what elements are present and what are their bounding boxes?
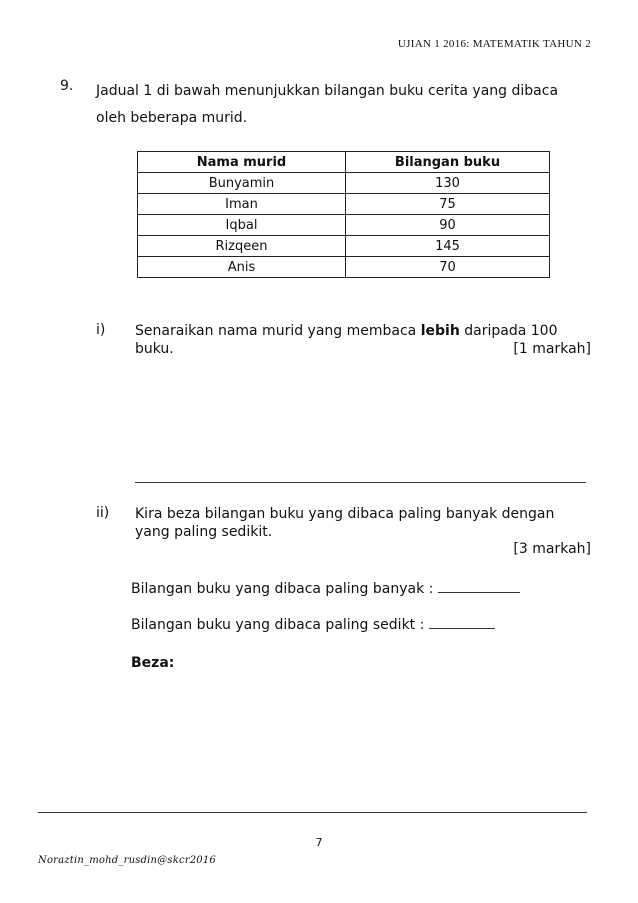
part-ii-label: ii) xyxy=(96,505,110,521)
part-i-question xyxy=(135,322,591,358)
part-i-text-after: daripada 100 xyxy=(459,323,558,339)
table-row xyxy=(138,194,550,215)
table-row xyxy=(138,236,550,257)
data-table xyxy=(137,151,550,278)
least-books-blank[interactable] xyxy=(429,615,495,629)
most-books-blank[interactable] xyxy=(438,579,520,593)
page-header: UJIAN 1 2016: MATEMATIK TAHUN 2 xyxy=(397,38,591,50)
student-name: Iman xyxy=(138,194,346,215)
table-header-row xyxy=(138,152,550,173)
part-i-text-line2: buku. xyxy=(135,341,174,357)
part-i-marks: [1 markah] xyxy=(513,341,591,357)
student-name: Anis xyxy=(138,257,346,278)
column-header-count: Bilangan buku xyxy=(346,152,550,173)
part-ii-marks: [3 markah] xyxy=(513,541,591,557)
book-count: 90 xyxy=(346,215,550,236)
page-number: 7 xyxy=(315,836,323,849)
part-i-label: i) xyxy=(96,322,106,338)
question-number: 9. xyxy=(60,78,74,94)
part-ii-question: Kira beza bilangan buku yang dibaca paling banyak dengan yang paling sedikit. xyxy=(135,506,555,540)
book-count: 145 xyxy=(346,236,550,257)
author-signature: Noraztin_mohd_rusdin@skcr2016 xyxy=(38,855,216,866)
question-text: Jadual 1 di bawah menunjukkan bilangan buku cerita yang dibaca oleh beberapa murid. xyxy=(96,83,559,126)
student-name: Bunyamin xyxy=(138,173,346,194)
footer-divider xyxy=(38,812,587,813)
most-books-label: Bilangan buku yang dibaca paling banyak : xyxy=(131,581,434,597)
student-name: Iqbal xyxy=(138,215,346,236)
book-count: 70 xyxy=(346,257,550,278)
column-header-name: Nama murid xyxy=(138,152,346,173)
student-name: Rizqeen xyxy=(138,236,346,257)
part-i-text-before: Senaraikan nama murid yang membaca xyxy=(135,323,421,339)
answer-line[interactable] xyxy=(135,482,586,483)
table-row xyxy=(138,215,550,236)
book-count: 75 xyxy=(346,194,550,215)
table-row xyxy=(138,257,550,278)
most-books-line xyxy=(131,579,520,597)
least-books-label: Bilangan buku yang dibaca paling sedikt : xyxy=(131,617,425,633)
difference-label: Beza: xyxy=(131,655,175,671)
least-books-line xyxy=(131,615,495,633)
part-i-text-bold: lebih xyxy=(420,323,460,339)
book-count: 130 xyxy=(346,173,550,194)
table-row xyxy=(138,173,550,194)
